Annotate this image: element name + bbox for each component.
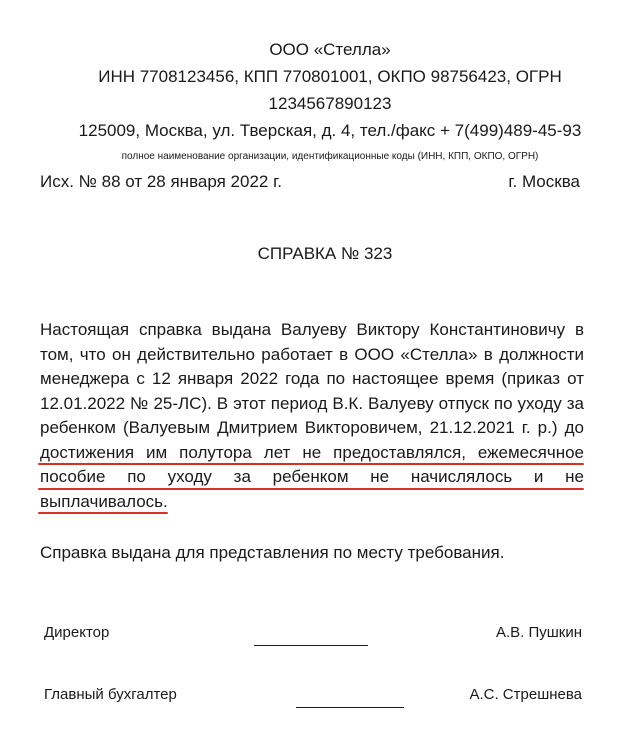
organization-name: ООО «Стелла» bbox=[269, 40, 391, 59]
city: г. Москва bbox=[508, 172, 580, 191]
organization-address: 125009, Москва, ул. Тверская, д. 4, тел./факс + 7(499)489-45-93 bbox=[78, 121, 582, 140]
organization-caption: полное наименование организации, идентификационные коды (ИНН, КПП, ОКПО, ОГРН) bbox=[121, 151, 539, 162]
outgoing-number: Исх. № 88 от 28 января 2022 г. bbox=[40, 172, 282, 191]
certificate-body bbox=[40, 318, 584, 514]
body-line: 12.01.2022 № 25-ЛС). В этот период В.К. Валуеву отпуск по уходу за bbox=[40, 393, 584, 413]
body-line: выплачивалось. bbox=[40, 491, 168, 511]
organization-header bbox=[40, 36, 620, 144]
accountant-name: А.С. Стрешнева bbox=[469, 686, 582, 703]
accountant-signature-line bbox=[296, 707, 404, 708]
body-line: Настоящая справка выдана Валуеву Виктору Константиновичу в bbox=[40, 320, 584, 339]
highlight-underline bbox=[38, 488, 584, 490]
director-name: А.В. Пушкин bbox=[495, 624, 582, 641]
organization-codes: ИНН 7708123456, КПП 770801001, ОКПО 98756423, ОГРН bbox=[98, 67, 562, 86]
body-line: том, что он действительно работает в ООО «Стелла» в должности bbox=[40, 344, 584, 364]
organization-ogrn: 1234567890123 bbox=[268, 94, 392, 113]
body-line: достижения им полутора лет не предоставлялся, ежемесячное bbox=[40, 442, 584, 462]
highlight-underline bbox=[38, 463, 584, 465]
highlight-underline bbox=[38, 512, 168, 514]
document-title: СПРАВКА № 323 bbox=[257, 244, 393, 263]
body-line: менеджера с 12 января 2022 года по настоящее время (приказ от bbox=[40, 369, 584, 388]
director-signature-line bbox=[254, 645, 368, 646]
accountant-role: Главный бухгалтер bbox=[44, 686, 177, 703]
director-role: Директор bbox=[44, 624, 110, 641]
body-line: ребенком (Валуевым Дмитрием Викторовичем, 21.12.2021 г. р.) до bbox=[40, 418, 584, 437]
purpose-statement: Справка выдана для представления по месту требования. bbox=[40, 543, 505, 562]
body-line: пособие по уходу за ребенком не начислялось и не bbox=[40, 467, 584, 486]
